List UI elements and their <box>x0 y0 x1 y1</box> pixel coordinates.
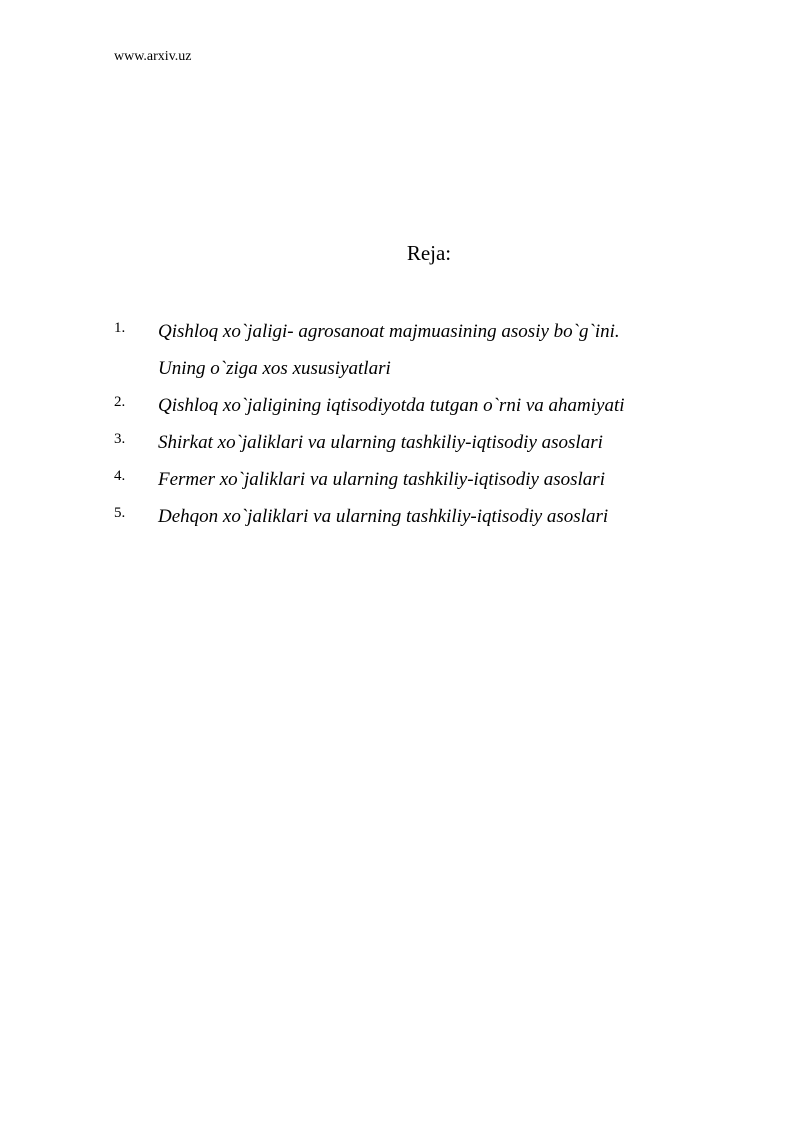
list-item-text: Uning o`ziga xos xususiyatlari <box>158 358 391 379</box>
header-url: www.arxiv.uz <box>114 49 192 64</box>
list-item-number: 4. <box>114 468 126 484</box>
list-item <box>114 461 734 498</box>
list-item-text: Fermer xo`jaliklari va ularning tashkiliy-iqtisodiy asoslari <box>158 469 605 490</box>
list-item <box>114 424 734 461</box>
list-item-number: 5. <box>114 505 126 521</box>
list-item <box>114 313 734 387</box>
list-item-text: Qishloq xo`jaligining iqtisodiyotda tutgan o`rni va ahamiyati <box>158 395 625 416</box>
list-item-number: 2. <box>114 394 126 410</box>
list-item <box>114 387 734 424</box>
list-item-number: 3. <box>114 431 126 447</box>
list-item-number: 1. <box>114 320 126 336</box>
page-title: Reja: <box>406 241 452 265</box>
list-item-text: Qishloq xo`jaligi- agrosanoat majmuasining asosiy bo`g`ini. <box>158 321 620 342</box>
plan-list <box>114 313 734 535</box>
list-item-text: Dehqon xo`jaliklari va ularning tashkiliy-iqtisodiy asoslari <box>158 506 609 527</box>
list-item <box>114 498 734 535</box>
list-item-text: Shirkat xo`jaliklari va ularning tashkiliy-iqtisodiy asoslari <box>158 432 603 453</box>
